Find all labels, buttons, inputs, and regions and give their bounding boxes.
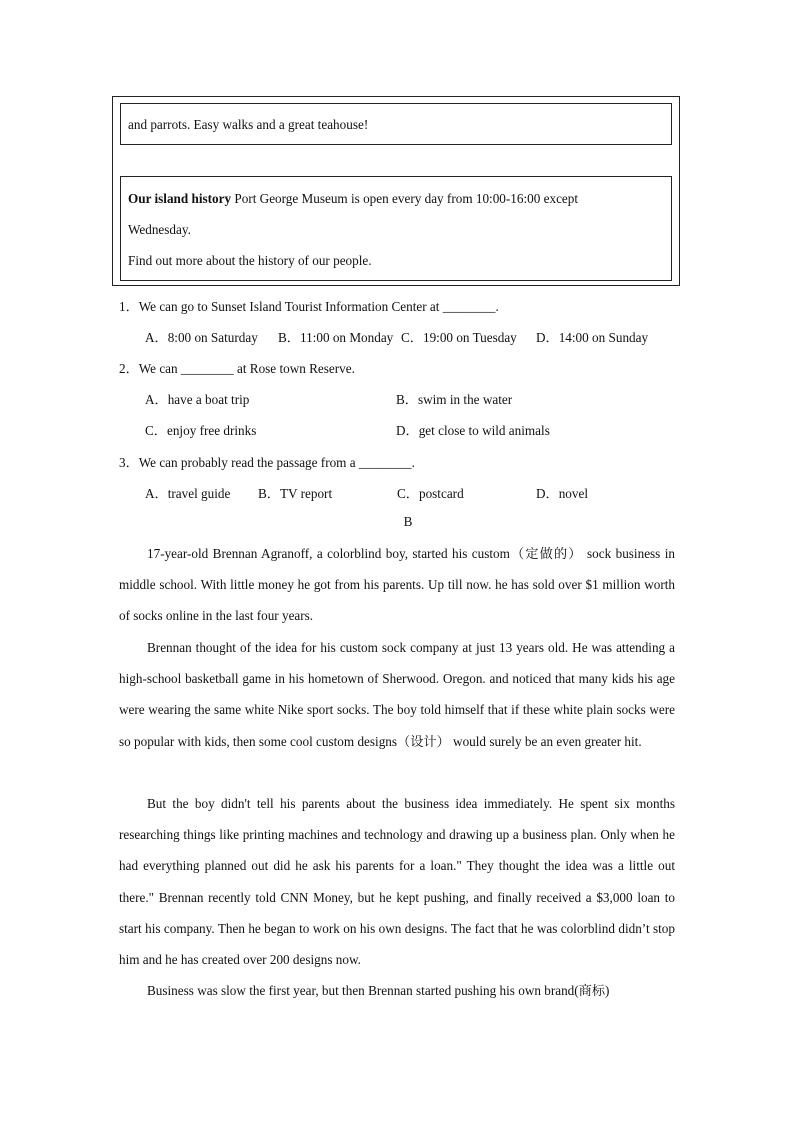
paragraph-4-text: Business was slow the first year, but then Brennan started pushing his own brand(商标) [147, 983, 610, 998]
question-3-option-b: B．TV report [258, 486, 333, 501]
history-line-2: Wednesday. [128, 222, 191, 237]
history-line-1 [128, 183, 664, 214]
question-2-option-a: A．have a boat trip [145, 392, 250, 407]
question-3-option-c: C．postcard [397, 486, 464, 501]
notice-history-panel [120, 176, 672, 281]
question-1-option-b: B．11:00 on Monday [278, 330, 394, 345]
passage-paragraph-2 [119, 632, 675, 757]
question-3-option-d: D．novel [536, 486, 589, 501]
notice-top-text: and parrots. Easy walks and a great teahouse! [128, 117, 369, 132]
question-2-option-b: B．swim in the water [396, 392, 513, 407]
question-1-option-a: A．8:00 on Saturday [145, 330, 258, 345]
history-heading: Our island history [128, 191, 232, 206]
notice-box [112, 96, 680, 286]
passage-paragraph-4 [119, 975, 675, 1006]
section-label: B [403, 514, 413, 529]
paragraph-3-text: But the boy didn't tell his parents about the business idea immediately. He spent six months researching things like printing machines and technology and drawing up a business plan. Only when he had everything planned out did he ask his parents for a loan." They thought the idea was a little out there." Brennan recently told CNN Money, but he kept pushing, and finally received a $3,000 loan to start his company. Then he began to work on his own designs. The fact that he was colorblind didn’t stop him and he has created over 200 designs now. [119, 796, 675, 968]
paragraph-2-text: Brennan thought of the idea for his custom sock company at just 13 years old. He was attending a high-school basketball game in his hometown of Sherwood. Oregon. and noticed that many kids his age were wearing the same white Nike sport socks. The boy told himself that if these white plain socks were so popular with kids, then some cool custom designs（设计） would surely be an even greater hit. [119, 640, 675, 749]
history-text-1: Port George Museum is open every day from 10:00-16:00 except [231, 191, 579, 206]
passage-paragraph-3 [119, 788, 675, 975]
notice-top-panel [120, 103, 672, 145]
question-1-stem: 1．We can go to Sunset Island Tourist Information Center at ________. [119, 299, 499, 314]
question-2-stem: 2．We can ________ at Rose town Reserve. [119, 361, 355, 376]
passage-paragraph-1 [119, 538, 675, 632]
question-1-option-c: C．19:00 on Tuesday [401, 330, 517, 345]
paragraph-1-text: 17-year-old Brennan Agranoff, a colorblind boy, started his custom（定做的） sock business in middle school. With little money he got from his parents. Up till now. he has sold over $1 million worth of socks online in the last four years. [119, 546, 675, 624]
question-2-option-d: D．get close to wild animals [396, 423, 550, 438]
question-3-option-a: A．travel guide [145, 486, 231, 501]
history-line-3: Find out more about the history of our people. [128, 253, 372, 268]
question-3-stem: 3．We can probably read the passage from a ________. [119, 455, 415, 470]
question-1-option-d: D．14:00 on Sunday [536, 330, 649, 345]
question-2-option-c: C．enjoy free drinks [145, 423, 257, 438]
